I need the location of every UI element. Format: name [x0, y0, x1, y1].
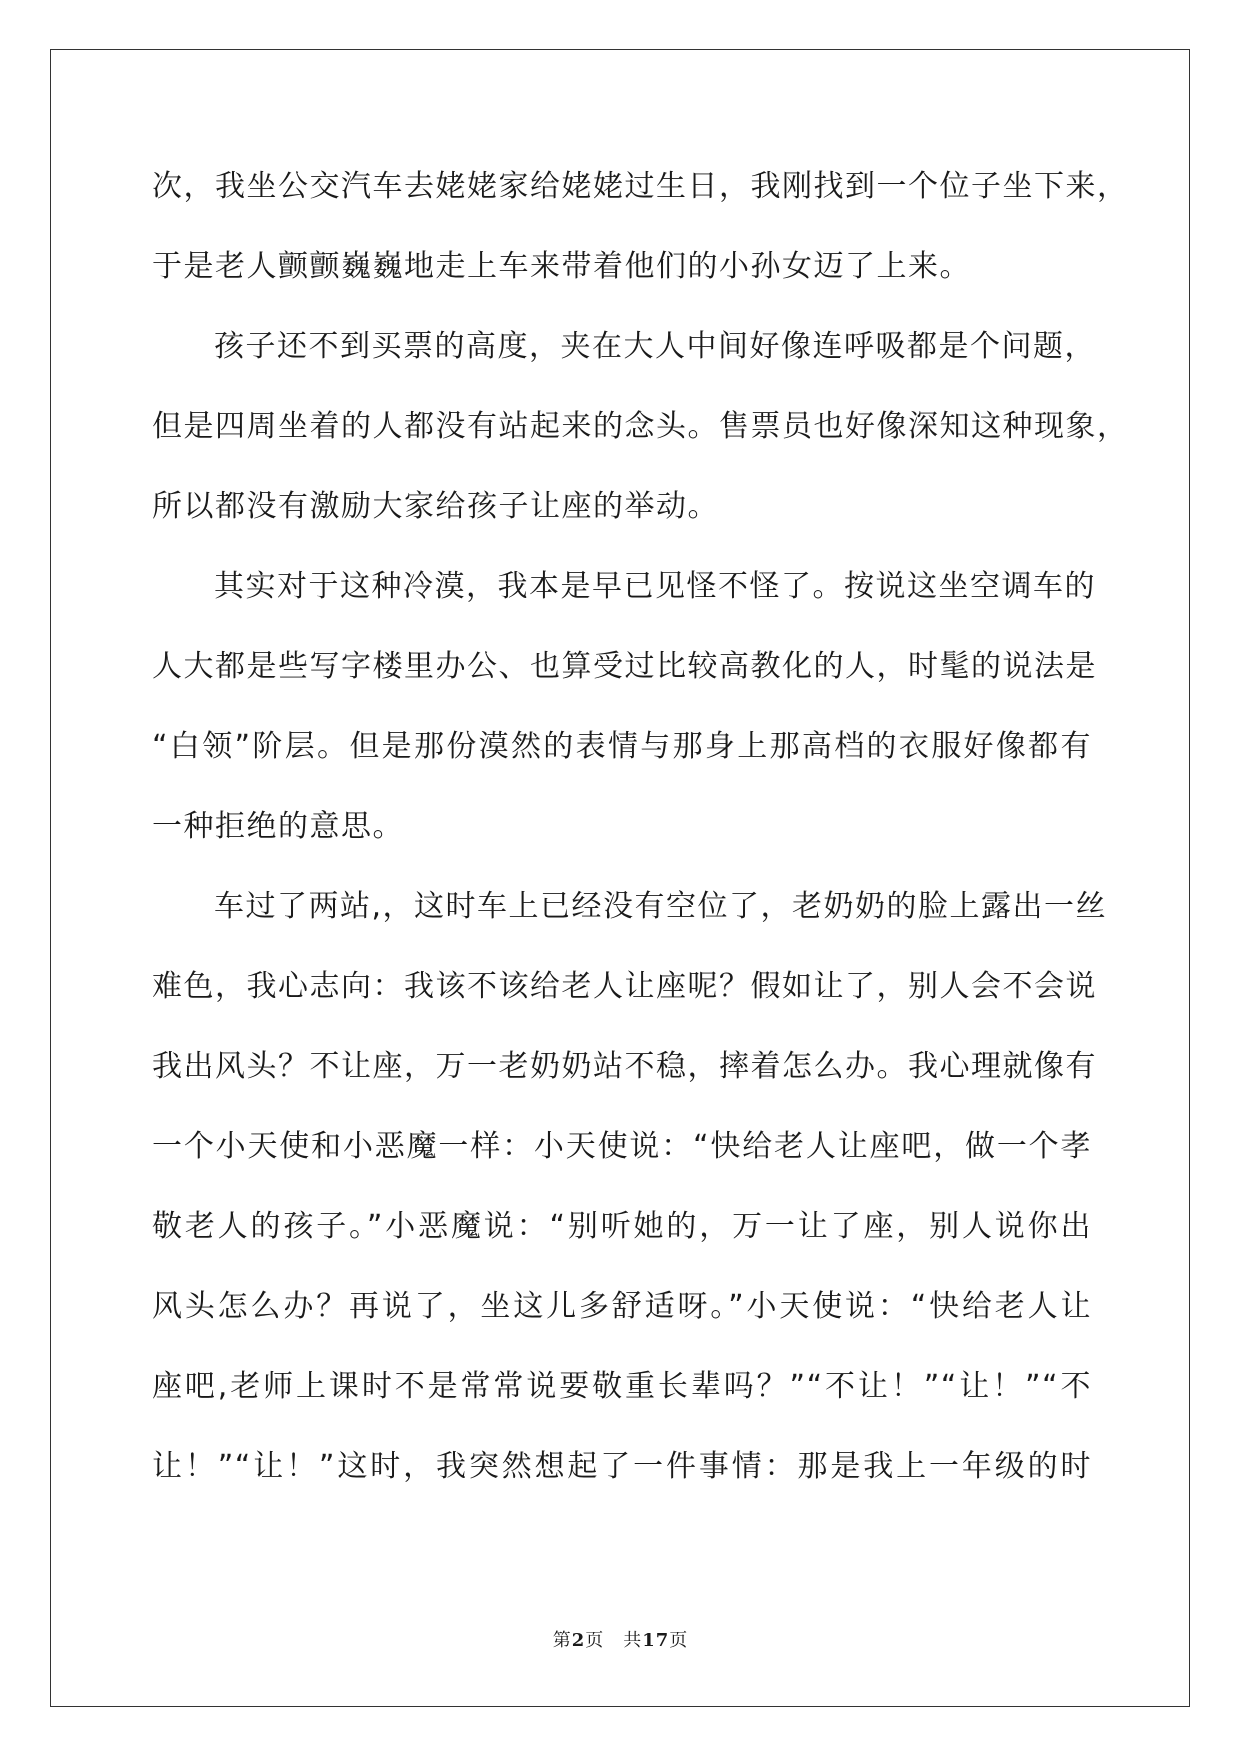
body-line: “白领”阶层。但是那份漠然的表情与那身上那高档的衣服好像都有	[152, 729, 1092, 764]
page-number-footer	[0, 1626, 1241, 1652]
total-page-count: 17	[642, 1630, 670, 1651]
body-line: 一个小天使和小恶魔一样：小天使说：“快给老人让座吧，做一个孝	[152, 1129, 1092, 1164]
body-line: 所以都没有激励大家给孩子让座的举动。	[152, 489, 719, 524]
body-line: 风头怎么办？再说了，坐这儿多舒适呀。”小天使说：“快给老人让	[152, 1289, 1092, 1324]
body-line: 孩子还不到买票的高度，夹在大人中间好像连呼吸都是个问题，	[214, 329, 1096, 364]
page-separator: 页 共	[585, 1630, 643, 1651]
body-line: 敬老人的孩子。”小恶魔说：“别听她的，万一让了座，别人说你出	[152, 1209, 1092, 1244]
page-prefix: 第	[552, 1630, 572, 1651]
body-line: 难色，我心志向：我该不该给老人让座呢？假如让了，别人会不会说	[152, 969, 1097, 1004]
body-line: 让！”“让！”这时，我突然想起了一件事情：那是我上一年级的时	[152, 1449, 1092, 1484]
body-line: 其实对于这种冷漠，我本是早已见怪不怪了。按说这坐空调车的	[214, 569, 1096, 604]
body-line: 次，我坐公交汽车去姥姥家给姥姥过生日，我刚找到一个位子坐下来，	[152, 169, 1129, 204]
body-line: 车过了两站,，这时车上已经没有空位了，老奶奶的脸上露出一丝	[214, 889, 1108, 924]
body-line: 人大都是些写字楼里办公、也算受过比较高教化的人，时髦的说法是	[152, 649, 1097, 684]
body-line: 我出风头？不让座，万一老奶奶站不稳，摔着怎么办。我心理就像有	[152, 1049, 1097, 1084]
body-line: 于是老人颤颤巍巍地走上车来带着他们的小孙女迈了上来。	[152, 249, 971, 284]
body-line: 座吧,老师上课时不是常常说要敬重长辈吗？”“不让！”“让！”“不	[152, 1369, 1092, 1404]
page-suffix: 页	[669, 1630, 689, 1651]
body-line: 但是四周坐着的人都没有站起来的念头。售票员也好像深知这种现象，	[152, 409, 1129, 444]
current-page-number: 2	[571, 1630, 586, 1651]
document-body	[152, 165, 1129, 1525]
body-line: 一种拒绝的意思。	[152, 809, 404, 844]
